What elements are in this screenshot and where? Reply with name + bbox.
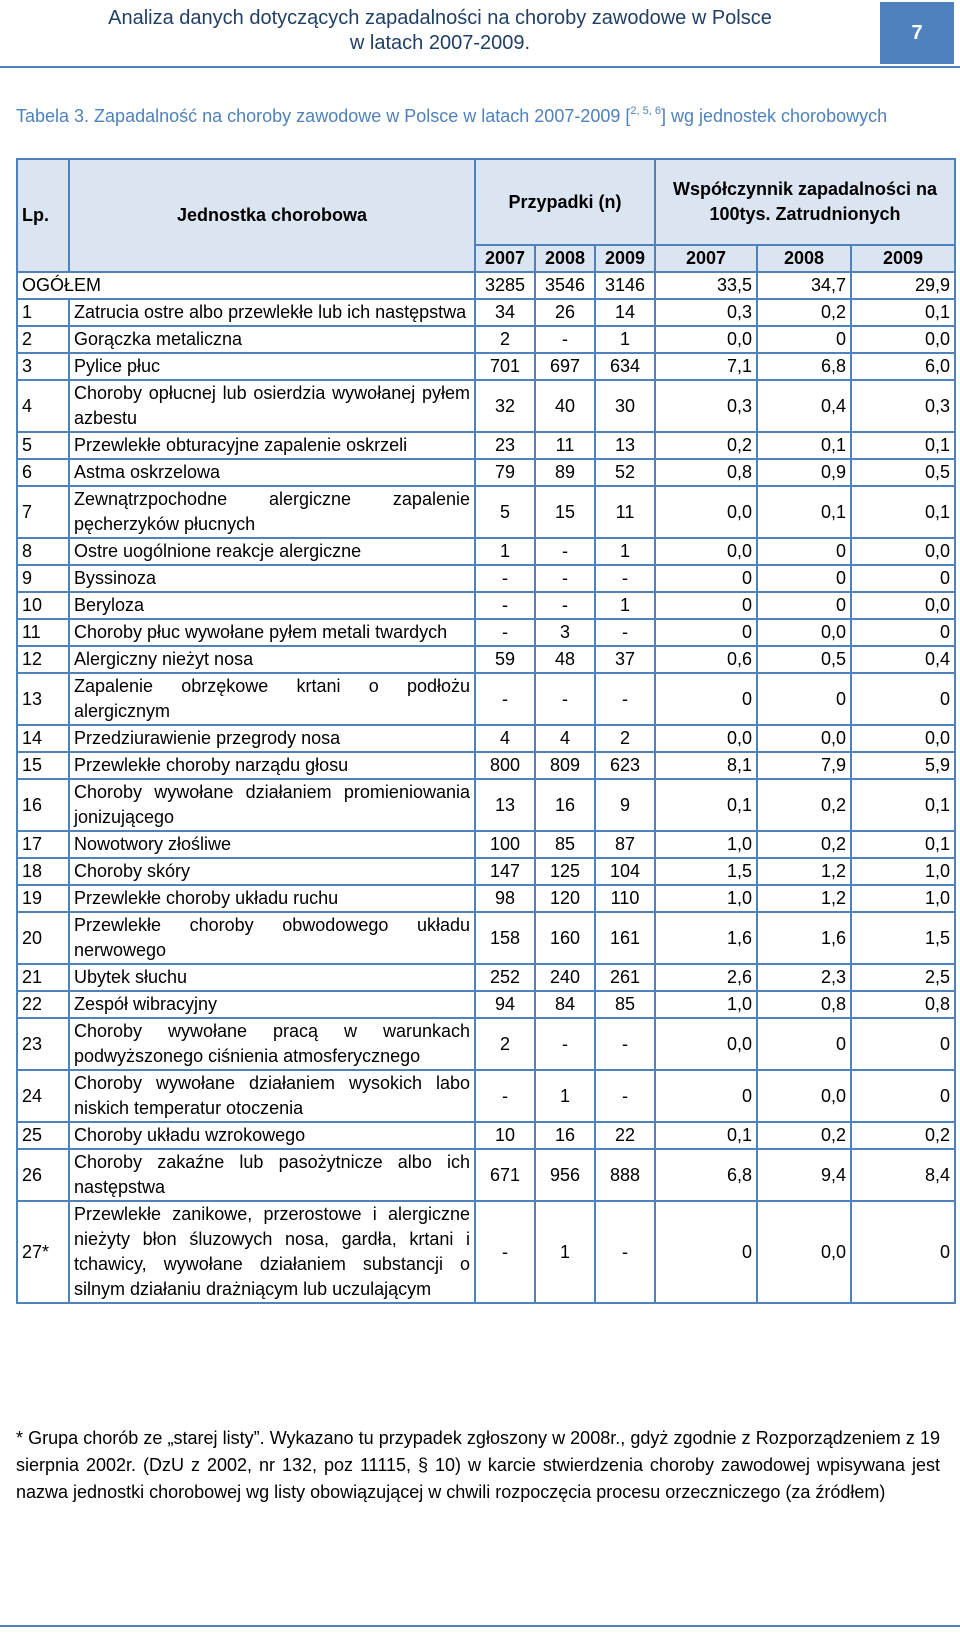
rate-cell: 0,8 (655, 459, 757, 486)
row-number: 13 (17, 673, 69, 725)
rate-cell: 0,0 (655, 538, 757, 565)
table-footnote: * Grupa chorób ze „starej listy”. Wykazano tu przypadek zgłoszony w 2008r., gdyż zgodnie z Rozporządzeniem z 19 sierpnia 2002r. (DzU z 2002, nr 132, poz 11115, § 10) w karcie stwierdzenia choroby zawodowej wpisywana jest nazwa jednostki chorobowej wg listy obowiązującej w chwili rozpoczęcia procesu orzeczniczego (za źródłem) (16, 1428, 940, 1502)
rate-cell: 1,0 (655, 991, 757, 1018)
row-number: 20 (17, 912, 69, 964)
row-number: 16 (17, 779, 69, 831)
cases-cell: 2 (475, 1018, 535, 1070)
row-number: 2 (17, 326, 69, 353)
cases-cell: - (535, 326, 595, 353)
cases-cell: 5 (475, 486, 535, 538)
row-number: 17 (17, 831, 69, 858)
running-title (60, 6, 820, 56)
rate-cell: 0,0 (757, 1070, 851, 1122)
cases-cell: 37 (595, 646, 655, 673)
rate-cell: 0,4 (757, 380, 851, 432)
rate-cell: 0 (655, 619, 757, 646)
incidence-table (16, 158, 956, 1304)
rate-cell: 0 (851, 673, 955, 725)
row-number: 22 (17, 991, 69, 1018)
disease-name: Byssinoza (69, 565, 475, 592)
rate-cell: 0 (851, 1070, 955, 1122)
cases-cell: 956 (535, 1149, 595, 1201)
table-cell: 34,7 (757, 272, 851, 299)
cases-cell: 623 (595, 752, 655, 779)
row-number: 6 (17, 459, 69, 486)
rate-cell: 0,0 (757, 619, 851, 646)
cases-cell: 1 (535, 1070, 595, 1122)
rate-cell: 6,8 (655, 1149, 757, 1201)
table-cell: 3285 (475, 272, 535, 299)
cases-cell: - (475, 1070, 535, 1122)
cases-cell: 4 (475, 725, 535, 752)
cases-cell: 671 (475, 1149, 535, 1201)
disease-name: Przewlekłe zanikowe, przerostowe i alergiczne nieżyty błon śluzowych nosa, gardła, krtani i tchawicy, wywołane działaniem substancji o silnym działaniu drażniącym lub uczulającym (69, 1201, 475, 1303)
cases-cell: - (475, 565, 535, 592)
cases-cell: 100 (475, 831, 535, 858)
row-number: 24 (17, 1070, 69, 1122)
cases-cell: 158 (475, 912, 535, 964)
cases-cell: 11 (595, 486, 655, 538)
row-number: 19 (17, 885, 69, 912)
rate-cell: 1,0 (851, 858, 955, 885)
disease-name: Ostre uogólnione reakcje alergiczne (69, 538, 475, 565)
cases-cell: 120 (535, 885, 595, 912)
row-number: 9 (17, 565, 69, 592)
rate-cell: 0 (655, 1201, 757, 1303)
cases-cell: - (535, 538, 595, 565)
cases-cell: 22 (595, 1122, 655, 1149)
rate-cell: 0,0 (851, 592, 955, 619)
cases-cell: - (595, 1201, 655, 1303)
rate-cell: 0,1 (851, 779, 955, 831)
cases-cell: 89 (535, 459, 595, 486)
disease-name: Przewlekłe obturacyjne zapalenie oskrzeli (69, 432, 475, 459)
disease-name: Zatrucia ostre albo przewlekłe lub ich następstwa (69, 299, 475, 326)
table-row (17, 299, 955, 326)
rate-cell: 0,1 (655, 779, 757, 831)
year-header: 2009 (851, 245, 955, 272)
year-header: 2008 (535, 245, 595, 272)
rate-cell: 0,0 (655, 486, 757, 538)
rate-cell: 6,8 (757, 353, 851, 380)
rate-cell: 0,0 (851, 725, 955, 752)
rate-cell: 2,6 (655, 964, 757, 991)
cases-cell: 261 (595, 964, 655, 991)
disease-name: Alergiczny nieżyt nosa (69, 646, 475, 673)
table-row (17, 1201, 955, 1303)
rate-cell: 0,1 (757, 432, 851, 459)
year-header: 2007 (655, 245, 757, 272)
cases-cell: 40 (535, 380, 595, 432)
disease-name: Zespół wibracyjny (69, 991, 475, 1018)
cases-cell: 11 (535, 432, 595, 459)
row-number: 1 (17, 299, 69, 326)
running-title-line1: Analiza danych dotyczących zapadalności na choroby zawodowe w Polsce (108, 7, 772, 29)
col-header-lp: Lp. (17, 159, 69, 272)
cases-cell: 16 (535, 1122, 595, 1149)
disease-name: Zapalenie obrzękowe krtani o podłożu alergicznym (69, 673, 475, 725)
table-row (17, 646, 955, 673)
rate-cell: 7,1 (655, 353, 757, 380)
rate-cell: 0 (655, 673, 757, 725)
row-number: 3 (17, 353, 69, 380)
rate-cell: 2,3 (757, 964, 851, 991)
rate-cell: 0,2 (757, 299, 851, 326)
cases-cell: 800 (475, 752, 535, 779)
row-number: 10 (17, 592, 69, 619)
table-row (17, 885, 955, 912)
cases-cell: 30 (595, 380, 655, 432)
col-header-name: Jednostka chorobowa (69, 159, 475, 272)
cases-cell: - (595, 673, 655, 725)
col-header-cases: Przypadki (n) (475, 159, 655, 245)
cases-cell: - (595, 1018, 655, 1070)
cases-cell: - (475, 619, 535, 646)
table-row (17, 1018, 955, 1070)
cases-cell: 125 (535, 858, 595, 885)
cases-cell: 1 (595, 592, 655, 619)
cases-cell: 147 (475, 858, 535, 885)
table-row (17, 592, 955, 619)
cases-cell: 10 (475, 1122, 535, 1149)
table-row (17, 1149, 955, 1201)
cases-cell: 34 (475, 299, 535, 326)
cases-cell: 85 (535, 831, 595, 858)
rate-cell: 0,0 (655, 326, 757, 353)
row-number: 26 (17, 1149, 69, 1201)
cases-cell: 3 (535, 619, 595, 646)
table-row (17, 964, 955, 991)
rate-cell: 9,4 (757, 1149, 851, 1201)
disease-name: Zewnątrzpochodne alergiczne zapalenie pęcherzyków płucnych (69, 486, 475, 538)
cases-cell: - (595, 565, 655, 592)
rate-cell: 0,3 (655, 380, 757, 432)
table-row (17, 459, 955, 486)
rate-cell: 0,2 (757, 1122, 851, 1149)
cases-cell: 1 (595, 538, 655, 565)
rate-cell: 1,0 (655, 831, 757, 858)
running-title-line2: w latach 2007-2009. (349, 32, 531, 54)
cases-cell: - (535, 592, 595, 619)
cases-cell: 1 (595, 326, 655, 353)
rate-cell: 7,9 (757, 752, 851, 779)
disease-name: Choroby zakaźne lub pasożytnicze albo ich następstwa (69, 1149, 475, 1201)
row-number: 8 (17, 538, 69, 565)
cases-cell: 9 (595, 779, 655, 831)
table-row (17, 673, 955, 725)
table-row (17, 725, 955, 752)
table-cell: 33,5 (655, 272, 757, 299)
disease-name: Gorączka metaliczna (69, 326, 475, 353)
cases-cell: 634 (595, 353, 655, 380)
disease-name: Choroby wywołane działaniem promieniowania jonizującego (69, 779, 475, 831)
table-body (17, 272, 955, 1303)
rate-cell: 1,2 (757, 885, 851, 912)
cases-cell: 26 (535, 299, 595, 326)
rate-cell: 0,1 (851, 299, 955, 326)
rate-cell: 0 (655, 1070, 757, 1122)
row-number: 12 (17, 646, 69, 673)
table-row (17, 380, 955, 432)
disease-name: Astma oskrzelowa (69, 459, 475, 486)
total-label: OGÓŁEM (17, 272, 475, 299)
rate-cell: 0,0 (757, 725, 851, 752)
cases-cell: 161 (595, 912, 655, 964)
row-number: 5 (17, 432, 69, 459)
cases-cell: 1 (535, 1201, 595, 1303)
cases-cell: - (475, 592, 535, 619)
cases-cell: - (535, 673, 595, 725)
rate-cell: 0,4 (851, 646, 955, 673)
rate-cell: 1,5 (655, 858, 757, 885)
cases-cell: 104 (595, 858, 655, 885)
caption-text: Tabela 3. Zapadalność na choroby zawodowe w Polsce w latach 2007-2009 [ (16, 106, 631, 126)
cases-cell: 252 (475, 964, 535, 991)
rate-cell: 0,0 (757, 1201, 851, 1303)
table-caption (16, 96, 940, 131)
cases-cell: 13 (595, 432, 655, 459)
cases-cell: 809 (535, 752, 595, 779)
row-number: 23 (17, 1018, 69, 1070)
cases-cell: - (475, 1201, 535, 1303)
row-number: 27* (17, 1201, 69, 1303)
disease-name: Nowotwory złośliwe (69, 831, 475, 858)
table-row (17, 858, 955, 885)
rate-cell: 0 (851, 619, 955, 646)
rate-cell: 0,1 (851, 486, 955, 538)
disease-name: Choroby skóry (69, 858, 475, 885)
rate-cell: 0 (757, 565, 851, 592)
rate-cell: 0 (757, 538, 851, 565)
row-number: 4 (17, 380, 69, 432)
rate-cell: 6,0 (851, 353, 955, 380)
rate-cell: 0,8 (851, 991, 955, 1018)
cases-cell: 98 (475, 885, 535, 912)
rate-cell: 0,5 (851, 459, 955, 486)
disease-name: Przewlekłe choroby obwodowego układu nerwowego (69, 912, 475, 964)
caption-refs: 2, 5, 6 (630, 105, 661, 117)
rate-cell: 1,5 (851, 912, 955, 964)
disease-name: Choroby wywołane pracą w warunkach podwyższonego ciśnienia atmosferycznego (69, 1018, 475, 1070)
rate-cell: 0,2 (851, 1122, 955, 1149)
table-row (17, 1070, 955, 1122)
disease-name: Ubytek słuchu (69, 964, 475, 991)
table-row (17, 912, 955, 964)
col-header-rate: Współczynnik zapadalności na 100tys. Zatrudnionych (655, 159, 955, 245)
table-cell: 3146 (595, 272, 655, 299)
rate-cell: 8,4 (851, 1149, 955, 1201)
table-cell: 3546 (535, 272, 595, 299)
table-row (17, 831, 955, 858)
rate-cell: 0,2 (757, 779, 851, 831)
page-number-badge: 7 (880, 2, 954, 64)
rate-cell: 0,0 (851, 326, 955, 353)
year-header: 2008 (757, 245, 851, 272)
rate-cell: 0 (655, 592, 757, 619)
cases-cell: 4 (535, 725, 595, 752)
rate-cell: 0,5 (757, 646, 851, 673)
table-row (17, 991, 955, 1018)
rate-cell: 0 (757, 673, 851, 725)
cases-cell: 87 (595, 831, 655, 858)
rate-cell: 1,6 (655, 912, 757, 964)
cases-cell: 2 (595, 725, 655, 752)
rate-cell: 0 (757, 326, 851, 353)
row-number: 14 (17, 725, 69, 752)
header-divider (0, 66, 960, 68)
rate-cell: 0,2 (757, 831, 851, 858)
table-row (17, 752, 955, 779)
row-number: 7 (17, 486, 69, 538)
cases-cell: 16 (535, 779, 595, 831)
rate-cell: 0,1 (851, 432, 955, 459)
rate-cell: 0,3 (851, 380, 955, 432)
rate-cell: 5,9 (851, 752, 955, 779)
rate-cell: 0 (757, 1018, 851, 1070)
rate-cell: 0 (851, 1201, 955, 1303)
cases-cell: 23 (475, 432, 535, 459)
disease-name: Przedziurawienie przegrody nosa (69, 725, 475, 752)
table-row (17, 1122, 955, 1149)
cases-cell: 84 (535, 991, 595, 1018)
rate-cell: 0 (851, 1018, 955, 1070)
disease-name: Choroby płuc wywołane pyłem metali twardych (69, 619, 475, 646)
rate-cell: 1,0 (851, 885, 955, 912)
table-row (17, 779, 955, 831)
rate-cell: 0,1 (851, 831, 955, 858)
cases-cell: - (595, 1070, 655, 1122)
disease-name: Choroby układu wzrokowego (69, 1122, 475, 1149)
cases-cell: - (535, 1018, 595, 1070)
row-number: 25 (17, 1122, 69, 1149)
rate-cell: 0,9 (757, 459, 851, 486)
cases-cell: 240 (535, 964, 595, 991)
cases-cell: 94 (475, 991, 535, 1018)
rate-cell: 0,2 (655, 432, 757, 459)
rate-cell: 0,0 (655, 1018, 757, 1070)
cases-cell: 13 (475, 779, 535, 831)
disease-name: Choroby opłucnej lub osierdzia wywołanej pyłem azbestu (69, 380, 475, 432)
caption-text-end: ] wg jednostek chorobowych (660, 106, 888, 126)
disease-name: Beryloza (69, 592, 475, 619)
rate-cell: 1,0 (655, 885, 757, 912)
table-row (17, 619, 955, 646)
cases-cell: 15 (535, 486, 595, 538)
table-row (17, 486, 955, 538)
rate-cell: 0,3 (655, 299, 757, 326)
total-row (17, 272, 955, 299)
disease-name: Choroby wywołane działaniem wysokich labo niskich temperatur otoczenia (69, 1070, 475, 1122)
cases-cell: 59 (475, 646, 535, 673)
cases-cell: 32 (475, 380, 535, 432)
cases-cell: 85 (595, 991, 655, 1018)
cases-cell: 14 (595, 299, 655, 326)
cases-cell: - (475, 673, 535, 725)
table-row (17, 565, 955, 592)
rate-cell: 0,0 (655, 725, 757, 752)
rate-cell: 0,6 (655, 646, 757, 673)
cases-cell: 110 (595, 885, 655, 912)
row-number: 15 (17, 752, 69, 779)
row-number: 21 (17, 964, 69, 991)
rate-cell: 8,1 (655, 752, 757, 779)
cases-cell: 52 (595, 459, 655, 486)
footer-divider (0, 1625, 960, 1627)
year-header: 2009 (595, 245, 655, 272)
cases-cell: 697 (535, 353, 595, 380)
rate-cell: 0,1 (757, 486, 851, 538)
cases-cell: 160 (535, 912, 595, 964)
row-number: 11 (17, 619, 69, 646)
cases-cell: 1 (475, 538, 535, 565)
rate-cell: 0,1 (655, 1122, 757, 1149)
table-row (17, 353, 955, 380)
row-number: 18 (17, 858, 69, 885)
rate-cell: 0,0 (851, 538, 955, 565)
table-header (17, 159, 955, 272)
cases-cell: - (595, 619, 655, 646)
cases-cell: - (535, 565, 595, 592)
disease-name: Przewlekłe choroby układu ruchu (69, 885, 475, 912)
rate-cell: 2,5 (851, 964, 955, 991)
cases-cell: 79 (475, 459, 535, 486)
rate-cell: 1,6 (757, 912, 851, 964)
year-header: 2007 (475, 245, 535, 272)
rate-cell: 0 (757, 592, 851, 619)
table-row (17, 538, 955, 565)
rate-cell: 0,8 (757, 991, 851, 1018)
rate-cell: 0 (851, 565, 955, 592)
table-cell: 29,9 (851, 272, 955, 299)
cases-cell: 2 (475, 326, 535, 353)
rate-cell: 1,2 (757, 858, 851, 885)
page-header (0, 0, 960, 66)
cases-cell: 888 (595, 1149, 655, 1201)
table-row (17, 326, 955, 353)
table-row (17, 432, 955, 459)
disease-name: Przewlekłe choroby narządu głosu (69, 752, 475, 779)
cases-cell: 701 (475, 353, 535, 380)
disease-name: Pylice płuc (69, 353, 475, 380)
cases-cell: 48 (535, 646, 595, 673)
rate-cell: 0 (655, 565, 757, 592)
